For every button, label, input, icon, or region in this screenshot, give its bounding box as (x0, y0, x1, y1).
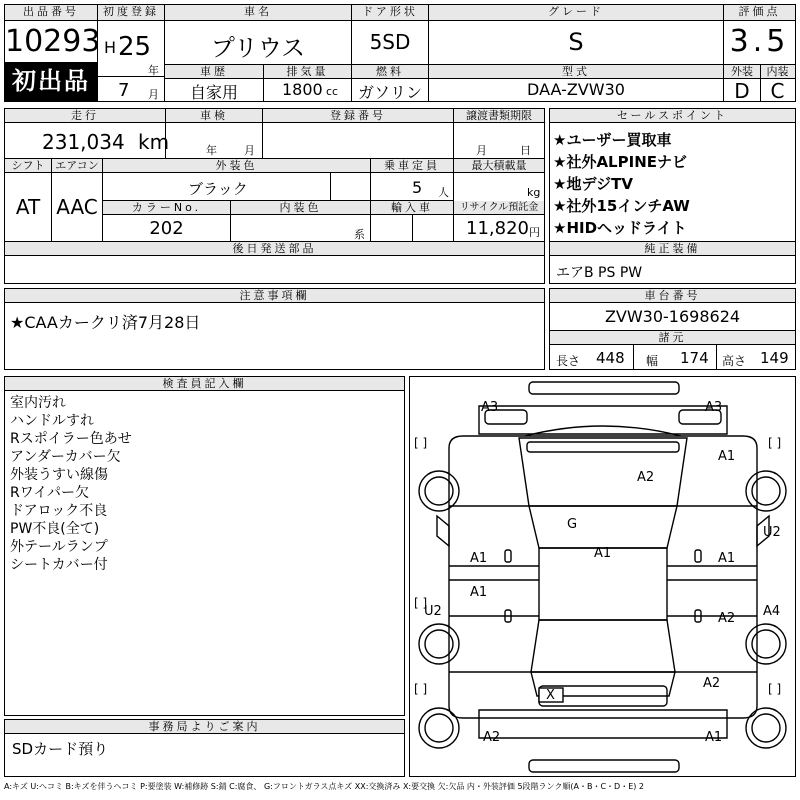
mark-bracket-right: [ ] (768, 436, 782, 450)
interior-grade: C (770, 79, 785, 103)
chassis-label: 車台番号 (550, 289, 795, 303)
height-label: 高さ (722, 354, 747, 368)
selling-point: ★地デジTV (553, 175, 633, 193)
legend: A:キズ U:ヘコミ B:キズを伴うヘコミ P:要塗装 W:補修跡 S:錆 C:腐食、 G:フロントガラス点キズ XX:交換済み X:要交換 欠:欠品 内・外装評価 5段階ランク順(A・B・C・D・E) 2 (4, 782, 645, 791)
mark-a1-right-door1: A1 (718, 551, 736, 566)
recycle-fee: 11,820 (466, 218, 529, 239)
recycle-fee-label: リサイクル預託金 (454, 201, 544, 215)
mark-a2-hood: A2 (637, 470, 655, 485)
equipment-value: エアB PS PW (556, 265, 643, 281)
capacity-label: 乗車定員 (371, 159, 453, 173)
selling-points-label: セールスポイント (550, 109, 795, 123)
plate-label: 登録番号 (263, 109, 453, 123)
selling-point: ★HIDヘッドライト (553, 219, 687, 237)
shift-label: シフト (5, 159, 51, 173)
color-no-label: カラーNo. (103, 201, 230, 215)
selling-point: ★社外15インチAW (553, 197, 690, 215)
inspector-note: 外装うすい線傷 (10, 467, 108, 483)
displacement: 1800 (282, 80, 323, 99)
ac: AAC (56, 195, 98, 219)
era: H (104, 38, 117, 57)
inspector-note: Rスポイラー色あせ (10, 431, 132, 447)
mark-a1-rear-bumper: A1 (705, 730, 723, 745)
mark-a3-right: A3 (705, 400, 723, 415)
mark-a1-left-door1: A1 (470, 551, 488, 566)
history-label: 車歴 (165, 65, 263, 79)
score: 3.5 (729, 24, 790, 59)
inspection-month-unit: 月 (244, 144, 255, 157)
inspector-notes-list (10, 394, 400, 574)
mark-a2-rear-right: A2 (703, 676, 721, 691)
km-unit: km (138, 130, 170, 154)
width-label: 幅 (646, 354, 659, 368)
reg-year: 25 (118, 32, 152, 62)
interior-color-unit: 系 (354, 228, 365, 241)
score-label: 評価点 (724, 5, 795, 21)
chassis-number: ZVW30-1698624 (604, 307, 741, 326)
max-load-label: 最大積載量 (454, 159, 544, 173)
car-name-label: 車名 (165, 5, 351, 21)
dimensions-label: 諸元 (550, 331, 795, 345)
equipment-label: 純正装備 (550, 242, 795, 256)
selling-points-list (553, 129, 793, 239)
car-name: プリウス (210, 34, 306, 62)
exterior-color-label: 外装色 (103, 159, 370, 173)
inspector-note: 室内汚れ (10, 395, 66, 411)
interior-label: 内装 (760, 65, 795, 79)
car-diagram (409, 376, 796, 777)
transfer-month-unit: 月 (476, 144, 487, 157)
caution-text: ★CAAカークリ済7月28日 (10, 313, 201, 332)
door-type-label: ドア形状 (352, 5, 428, 21)
first-registration-label: 初度登録 (98, 5, 164, 21)
lot-number: 10293 (5, 24, 101, 59)
vehicle-details-block (4, 108, 545, 242)
office-notes-text: SDカード預り (12, 740, 109, 758)
exterior-color: ブラック (188, 180, 248, 198)
door-type: 5SD (369, 30, 411, 54)
mark-a1-left-door2: A1 (470, 585, 488, 600)
first-listing-badge: 初出品 (5, 62, 97, 101)
interior-color-label: 内装色 (231, 201, 370, 215)
mark-a1-roof: A1 (594, 546, 612, 561)
exterior-grade: D (734, 79, 750, 103)
inspector-note: 外テールランプ (10, 539, 108, 555)
ac-label: エアコン (52, 159, 102, 173)
inspector-note: Rワイパー欠 (10, 485, 90, 501)
caution-label: 注意事項欄 (5, 289, 544, 303)
transfer-deadline-label: 譲渡書類期限 (454, 109, 544, 123)
capacity-unit: 人 (438, 186, 449, 199)
exterior-label: 外装 (724, 65, 760, 79)
inspector-note: ドアロック不良 (10, 503, 108, 519)
mark-a1-front-right: A1 (718, 449, 736, 464)
model-label: 型式 (429, 65, 723, 79)
mark-a3-left: A3 (481, 400, 499, 415)
displacement-label: 排気量 (264, 65, 351, 79)
mark-a2-rear-left: A2 (483, 730, 501, 745)
mark-bracket-left-3: [ ] (414, 682, 428, 696)
mark-bracket-left-2: [ ] (414, 596, 428, 610)
mark-bracket-right-3: [ ] (768, 682, 782, 696)
history: 自家用 (189, 83, 238, 102)
selling-point: ★社外ALPINEナビ (553, 153, 687, 171)
load-unit: kg (527, 186, 541, 199)
mileage: 231,034 (42, 130, 125, 154)
model-code: DAA-ZVW30 (527, 80, 625, 99)
mark-x-rear: X (546, 688, 555, 703)
transfer-day-unit: 日 (520, 144, 531, 157)
grade-label: グレード (429, 5, 723, 21)
selling-point: ★ユーザー買取車 (553, 131, 672, 149)
inspector-note: PW不良(全て) (10, 521, 100, 537)
fuel: ガソリン (357, 83, 422, 102)
fuel-label: 燃料 (352, 65, 428, 79)
inspector-note: シートカバー付 (10, 557, 108, 573)
grade: S (568, 28, 584, 56)
mark-u2-left: U2 (424, 604, 442, 619)
mark-a4-right: A4 (763, 604, 781, 619)
inspector-note: アンダーカバー欠 (10, 449, 121, 465)
inspection-label: 車検 (166, 109, 262, 123)
inspector-notes-label: 検査員記入欄 (5, 377, 404, 391)
inspection-year-unit: 年 (206, 144, 217, 157)
inspector-note: ハンドルすれ (10, 413, 94, 429)
later-parts-label: 後日発送部品 (5, 242, 544, 256)
month-unit: 月 (148, 88, 159, 101)
lot-number-label: 出品番号 (5, 5, 97, 21)
width: 174 (680, 349, 709, 367)
height: 149 (760, 349, 789, 367)
mark-g-glass: G (567, 517, 578, 532)
capacity: 5 (412, 178, 423, 197)
reg-month: 7 (118, 80, 130, 101)
color-no: 202 (149, 218, 184, 239)
year-unit: 年 (148, 64, 159, 77)
mark-bracket-left: [ ] (414, 436, 428, 450)
office-notes-label: 事務局よりご案内 (5, 720, 404, 734)
cc-unit: cc (326, 85, 339, 98)
length: 448 (596, 349, 625, 367)
mileage-label: 走行 (5, 109, 165, 123)
yen-unit: 円 (529, 226, 540, 239)
mark-u2-right: U2 (763, 525, 781, 540)
mark-a2-right-door2: A2 (718, 611, 736, 626)
import-label: 輸入車 (371, 201, 453, 215)
shift: AT (15, 195, 41, 219)
length-label: 長さ (556, 354, 581, 368)
